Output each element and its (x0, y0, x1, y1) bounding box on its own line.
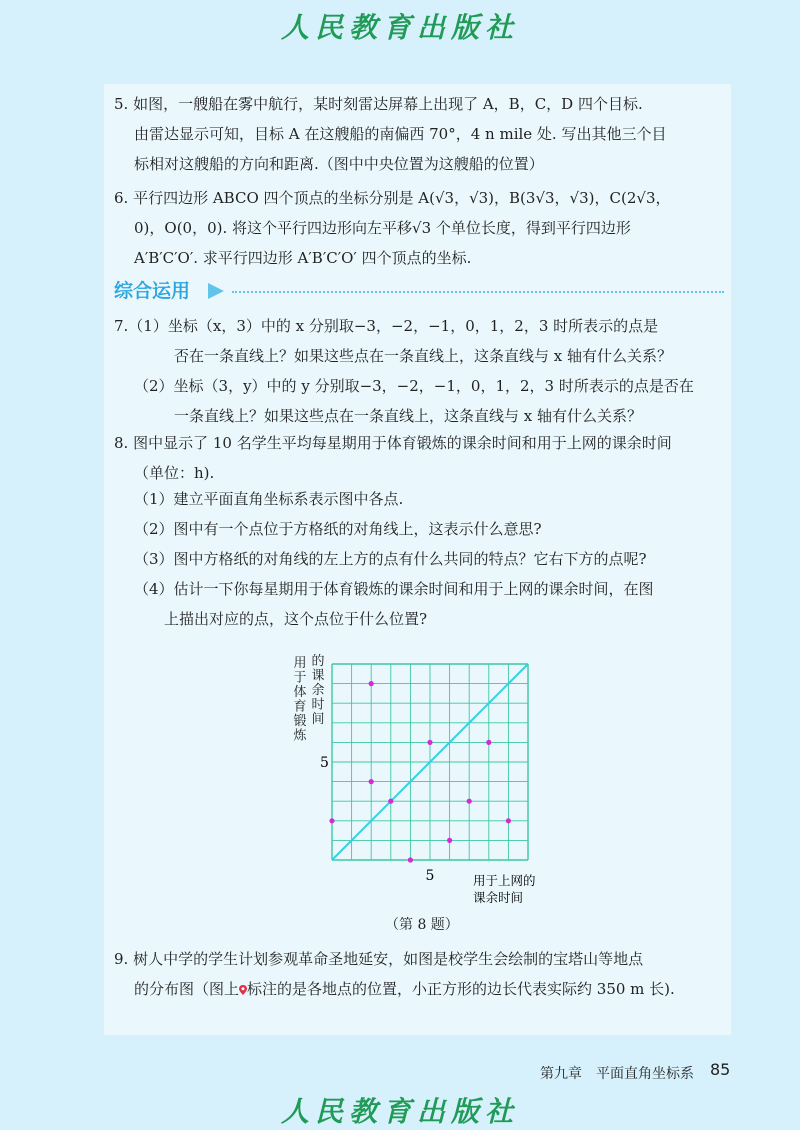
data-point (369, 779, 374, 784)
problem-8-part-2: （2）图中有一个点位于方格纸的对角线上，这表示什么意思? (134, 520, 542, 538)
section-heading-row (114, 276, 724, 306)
problem-9-text-b: 标注的是各地点的位置，小正方形的边长代表实际约 350 m 长). (247, 980, 675, 998)
x-axis-label-line-2: 课余时间 (473, 890, 524, 905)
problem-7-line-4: 一条直线上？如果这些点在一条直线上，这条直线与 x 轴有什么关系？ (174, 407, 642, 425)
triangle-arrow-icon (206, 282, 226, 300)
x-tick-label: 5 (425, 868, 435, 884)
heading-dotted-rule (232, 291, 724, 293)
y-axis-label-char: 的 (311, 654, 325, 669)
publisher-logo-top: 人民教育出版社 (280, 11, 519, 44)
y-axis-label-char: 育 (293, 699, 307, 715)
scatter-chart (280, 650, 560, 910)
data-point (329, 818, 334, 823)
data-point (467, 799, 472, 804)
problem-8-part-1: （1）建立平面直角坐标系表示图中各点. (134, 490, 404, 508)
problem-7-line-3: （2）坐标（3，y）中的 y 分别取−3，−2，−1，0，1，2，3 时所表示的点是否在 (134, 377, 694, 395)
data-point (447, 838, 452, 843)
y-axis-label-char: 用 (293, 656, 307, 671)
problem-8-part-4-line-1: （4）估计一下你每星期用于体育锻炼的课余时间和用于上网的课余时间，在图 (134, 580, 654, 598)
figure-caption: （第 8 题） (385, 917, 459, 933)
y-tick-label: 5 (320, 755, 329, 771)
data-point (388, 799, 393, 804)
y-axis-label-char: 间 (311, 712, 325, 727)
y-axis-label-char: 时 (311, 697, 325, 713)
data-point (486, 740, 491, 745)
problem-8-part-4-line-2: 上描出对应的点，这个点位于什么位置? (164, 610, 428, 628)
problem-5-line-2: 由雷达显示可知，目标 A 在这艘船的南偏西 70°，4 n mile 处. 写出其他三个目 (134, 125, 667, 143)
y-axis-label-char: 炼 (293, 728, 307, 744)
data-point (369, 681, 374, 686)
problem-6-line-3: A′B′C′O′. 求平行四边形 A′B′C′O′ 四个顶点的坐标. (134, 249, 472, 267)
footer-chapter-title: 第九章 平面直角坐标系 (540, 1066, 694, 1082)
page-number: 85 (710, 1060, 731, 1079)
data-point (408, 857, 413, 862)
problem-7-line-1: 7.（1）坐标（x，3）中的 x 分别取−3，−2，−1，0，1，2，3 时所表示的点是 (114, 317, 659, 335)
location-pin-icon (239, 985, 247, 995)
y-axis-label-char: 锻 (293, 714, 307, 729)
problem-8-line-1: 8. 图中显示了 10 名学生平均每星期用于体育锻炼的课余时间和用于上网的课余时间 (114, 434, 672, 452)
y-axis-label-char: 于 (293, 670, 307, 686)
section-heading: 综合运用 (114, 280, 191, 302)
y-axis-label-char: 体 (293, 685, 307, 700)
problem-9-line-2 (134, 974, 675, 1004)
scatter-figure (280, 650, 560, 910)
y-axis-label-char: 余 (311, 683, 325, 698)
publisher-logo-bottom: 人民教育出版社 (280, 1095, 519, 1128)
data-point (427, 740, 432, 745)
problem-8-line-2: （单位：h). (134, 464, 215, 482)
problem-8-part-3: （3）图中方格纸的对角线的左上方的点有什么共同的特点？它右下方的点呢? (134, 550, 647, 568)
problem-9-text-a: 的分布图（图上 (134, 980, 240, 998)
y-axis-label-char: 课 (311, 668, 325, 684)
x-axis-label-line-1: 用于上网的 (473, 873, 536, 888)
problem-9-line-1: 9. 树人中学的学生计划参观革命圣地延安，如图是校学生会绘制的宝塔山等地点 (114, 950, 644, 968)
problem-6-line-2: 0)，O(0，0). 将这个平行四边形向左平移√3 个单位长度，得到平行四边形 (134, 219, 631, 237)
data-point (506, 818, 511, 823)
problem-6-line-1: 6. 平行四边形 ABCO 四个顶点的坐标分别是 A(√3，√3)，B(3√3，√3)，C(2√3， (114, 189, 671, 207)
problem-5-line-1: 5. 如图，一艘船在雾中航行，某时刻雷达屏幕上出现了 A，B，C，D 四个目标. (114, 95, 643, 113)
problem-7-line-2: 否在一条直线上？如果这些点在一条直线上，这条直线与 x 轴有什么关系？ (174, 347, 672, 365)
problem-5-line-3: 标相对这艘船的方向和距离.（图中中央位置为这艘船的位置） (134, 155, 544, 173)
